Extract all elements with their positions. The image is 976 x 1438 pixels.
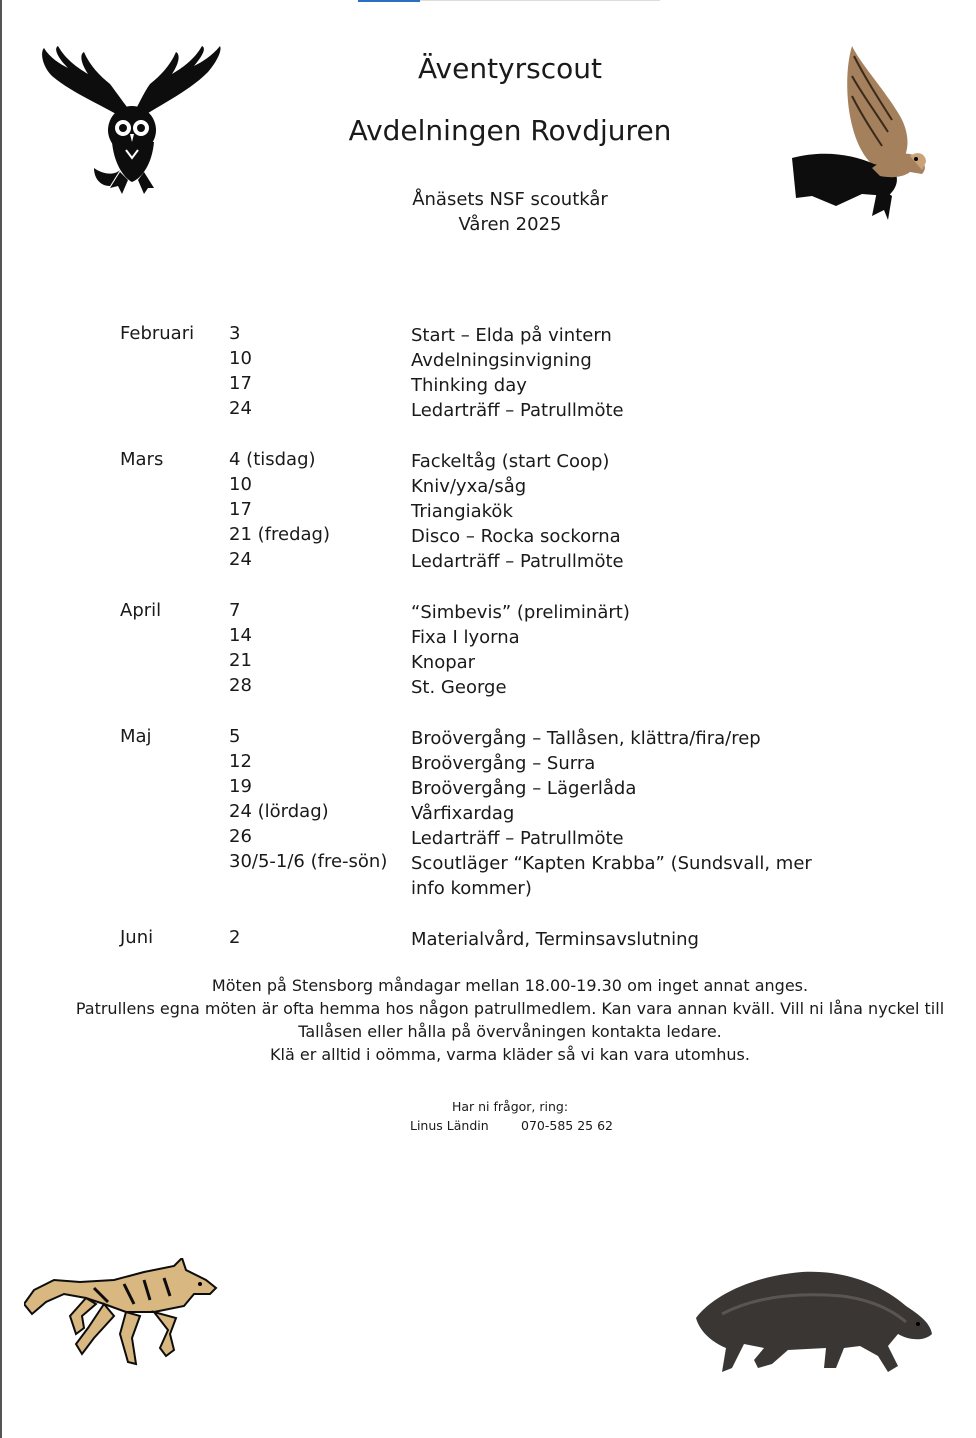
month-label: Mars <box>120 449 164 470</box>
month-spacer <box>120 422 840 448</box>
schedule-row <box>120 926 840 951</box>
schedule-row <box>120 548 840 573</box>
schedule-row <box>120 523 840 548</box>
activity-cell: Ledarträff – Patrullmöte <box>411 551 624 572</box>
date-cell: 21 (fredag) <box>229 524 330 545</box>
date-cell: 14 <box>229 625 252 646</box>
month-label: Juni <box>120 927 154 948</box>
schedule-row <box>120 750 840 775</box>
schedule-row <box>120 725 840 750</box>
schedule-row <box>120 498 840 523</box>
month-spacer <box>120 573 840 599</box>
footer-line: Möten på Stensborg måndagar mellan 18.00-19.30 om inget annat anges. <box>211 976 809 995</box>
activity-cell: Fackeltåg (start Coop) <box>411 451 610 472</box>
month-spacer <box>120 900 840 926</box>
schedule-row <box>120 473 840 498</box>
wolverine-illustration <box>692 1268 936 1380</box>
activity-cell: Broövergång – Surra <box>411 753 596 774</box>
schedule-row <box>120 599 840 624</box>
activity-cell: Materialvård, Terminsavslutning <box>411 929 699 950</box>
footer-line: Klä er alltid i oömma, varma kläder så vi kan vara utomhus. <box>270 1045 750 1064</box>
schedule-row <box>120 775 840 800</box>
month-label: April <box>120 600 162 621</box>
activity-cell: Fixa I lyorna <box>411 627 520 648</box>
term-label: Våren 2025 <box>458 214 562 235</box>
schedule-row <box>120 372 840 397</box>
schedule-row <box>120 397 840 422</box>
schedule-row <box>120 322 840 347</box>
owl-illustration <box>36 46 228 196</box>
schedule-row <box>120 800 840 825</box>
date-cell: 3 <box>229 323 241 344</box>
date-cell: 10 <box>229 474 252 495</box>
activity-cell: Vårfixardag <box>411 803 515 824</box>
activity-cell: Thinking day <box>411 375 527 396</box>
month-label: Maj <box>120 726 152 747</box>
footer-line: Patrullens egna möten är ofta hemma hos någon patrullmedlem. Kan vara annan kväll. Vill ni låna nyckel till <box>75 999 945 1018</box>
contact-phone: 070-585 25 62 <box>521 1118 613 1133</box>
activity-cell: Broövergång – Tallåsen, klättra/fira/rep <box>411 728 761 749</box>
date-cell: 10 <box>229 348 252 369</box>
date-cell: 17 <box>229 499 252 520</box>
header-accent-line <box>358 0 420 2</box>
schedule-table <box>120 322 840 951</box>
schedule-row <box>120 624 840 649</box>
date-cell: 26 <box>229 826 252 847</box>
activity-cell: Ledarträff – Patrullmöte <box>411 828 624 849</box>
schedule-row <box>120 649 840 674</box>
activity-cell: Knopar <box>411 652 476 673</box>
schedule-row <box>120 850 840 900</box>
date-cell: 4 (tisdag) <box>229 449 316 470</box>
date-cell: 5 <box>229 726 241 747</box>
activity-cell: Disco – Rocka sockorna <box>411 526 621 547</box>
wolf-illustration <box>24 1258 220 1370</box>
page-subtitle: Avdelningen Rovdjuren <box>348 114 672 147</box>
activity-cell: Kniv/yxa/såg <box>411 476 527 497</box>
date-cell: 24 (lördag) <box>229 801 329 822</box>
month-label: Februari <box>120 323 195 344</box>
activity-cell: Scoutläger “Kapten Krabba” (Sundsvall, mer info kommer) <box>411 853 812 899</box>
footer-line: Tallåsen eller hålla på övervåningen kontakta ledare. <box>298 1022 722 1041</box>
date-cell: 24 <box>229 398 252 419</box>
month-spacer <box>120 699 840 725</box>
activity-cell: Triangiakök <box>411 501 513 522</box>
activity-cell: Start – Elda på vintern <box>411 325 612 346</box>
schedule-row <box>120 674 840 699</box>
activity-cell: St. George <box>411 677 507 698</box>
date-cell: 24 <box>229 549 252 570</box>
scout-corps-name: Ånäsets NSF scoutkår <box>412 189 608 210</box>
contact-name: Linus Ländin <box>410 1118 489 1133</box>
page-title: Äventyrscout <box>418 52 602 85</box>
schedule-row <box>120 448 840 473</box>
activity-cell: “Simbevis” (preliminärt) <box>411 602 630 623</box>
date-cell: 19 <box>229 776 252 797</box>
date-cell: 21 <box>229 650 252 671</box>
date-cell: 7 <box>229 600 241 621</box>
date-cell: 30/5-1/6 (fre-sön) <box>229 851 388 872</box>
eagle-illustration <box>792 46 932 222</box>
activity-cell: Broövergång – Lägerlåda <box>411 778 637 799</box>
schedule-row <box>120 347 840 372</box>
date-cell: 2 <box>229 927 241 948</box>
date-cell: 12 <box>229 751 252 772</box>
schedule-row <box>120 825 840 850</box>
date-cell: 17 <box>229 373 252 394</box>
activity-cell: Avdelningsinvigning <box>411 350 592 371</box>
activity-cell: Ledarträff – Patrullmöte <box>411 400 624 421</box>
date-cell: 28 <box>229 675 252 696</box>
contact-label: Har ni frågor, ring: <box>451 1099 569 1114</box>
